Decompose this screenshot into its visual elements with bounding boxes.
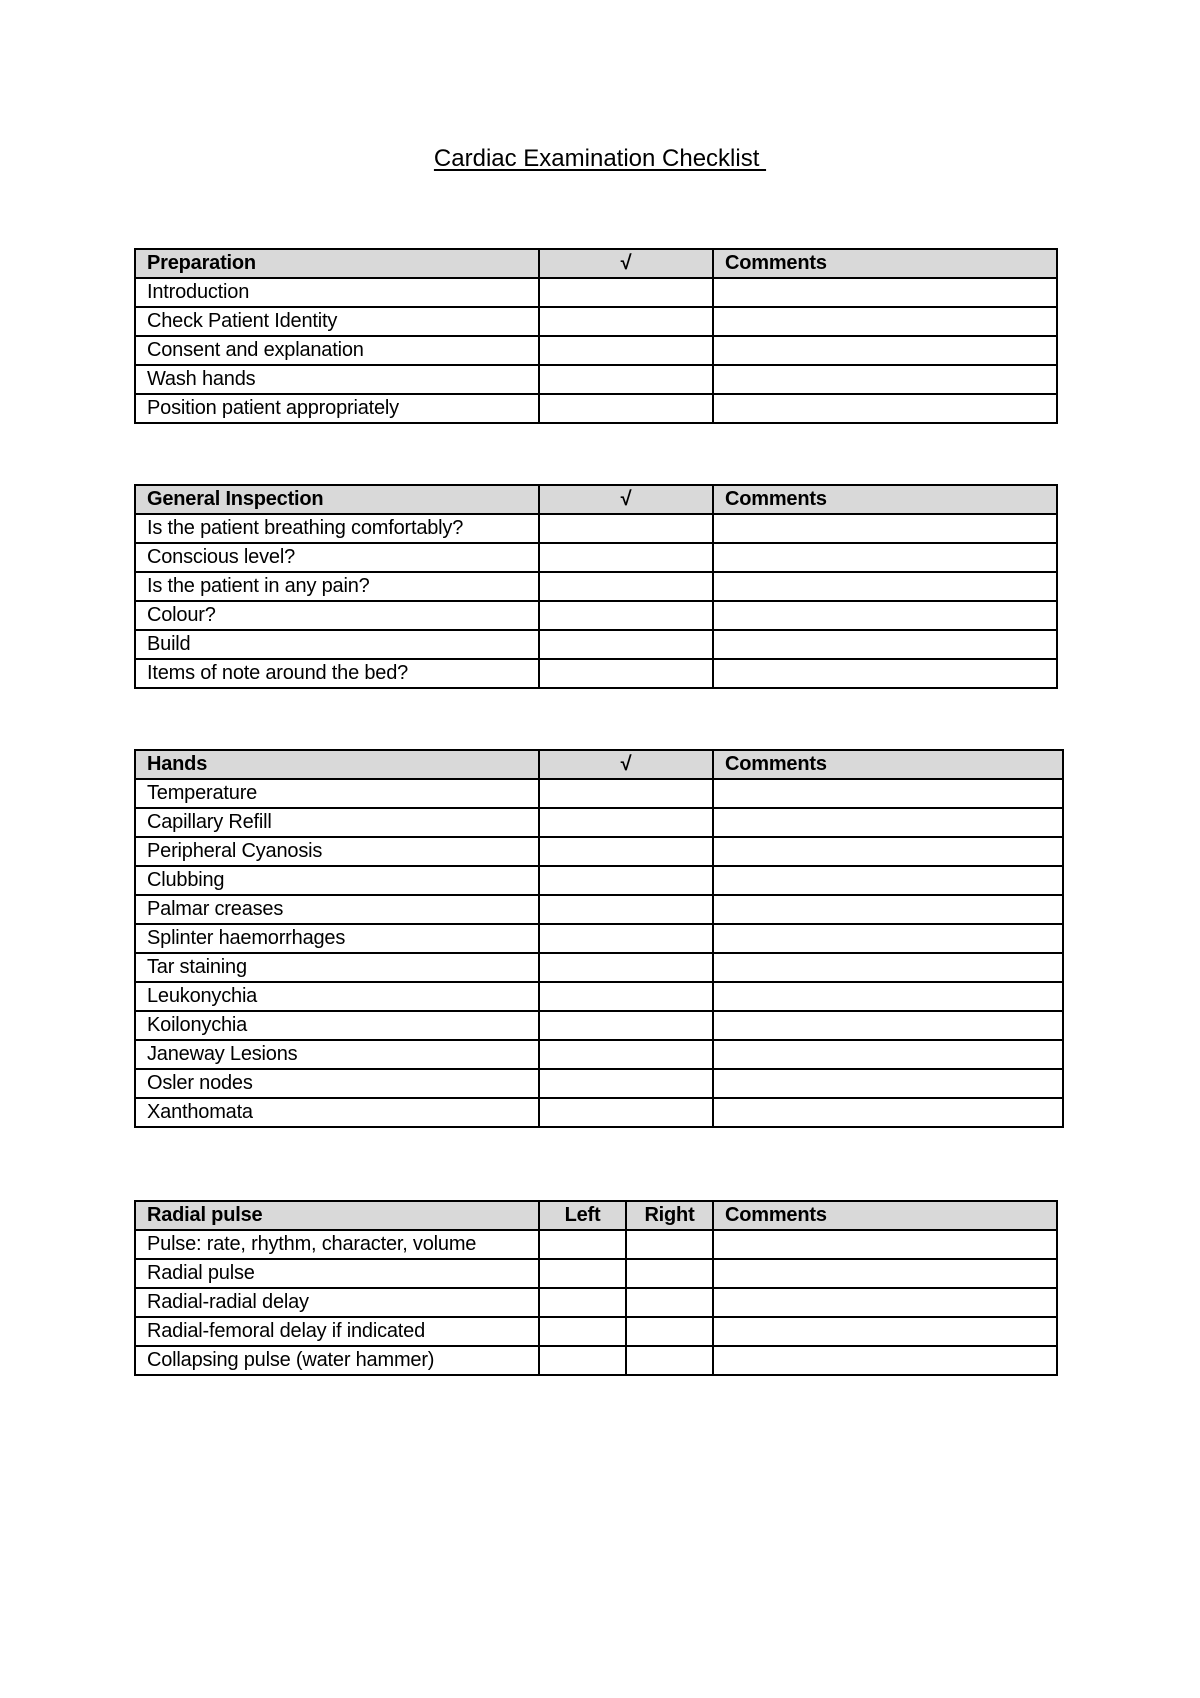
tick-cell[interactable] xyxy=(539,307,713,336)
tick-cell[interactable] xyxy=(539,924,713,953)
left-cell[interactable] xyxy=(539,1346,626,1375)
comments-column-header: Comments xyxy=(713,249,1057,278)
comment-cell[interactable] xyxy=(713,394,1057,423)
item-label: Pulse: rate, rhythm, character, volume xyxy=(135,1230,539,1259)
comments-column-header: Comments xyxy=(713,750,1063,779)
tick-cell[interactable] xyxy=(539,630,713,659)
tick-cell[interactable] xyxy=(539,1040,713,1069)
tick-cell[interactable] xyxy=(539,837,713,866)
comment-cell[interactable] xyxy=(713,1346,1057,1375)
table-row xyxy=(135,543,1057,572)
tick-cell[interactable] xyxy=(539,1069,713,1098)
tick-cell[interactable] xyxy=(539,543,713,572)
comment-cell[interactable] xyxy=(713,1230,1057,1259)
tick-cell[interactable] xyxy=(539,808,713,837)
tick-cell[interactable] xyxy=(539,659,713,688)
table-row xyxy=(135,1069,1063,1098)
item-label: Position patient appropriately xyxy=(135,394,539,423)
comment-cell[interactable] xyxy=(713,543,1057,572)
tick-cell[interactable] xyxy=(539,394,713,423)
right-cell[interactable] xyxy=(626,1317,713,1346)
left-cell[interactable] xyxy=(539,1230,626,1259)
left-cell[interactable] xyxy=(539,1259,626,1288)
table-row xyxy=(135,1040,1063,1069)
tick-cell[interactable] xyxy=(539,278,713,307)
table-row xyxy=(135,1230,1057,1259)
comment-cell[interactable] xyxy=(713,1040,1063,1069)
table-row xyxy=(135,837,1063,866)
item-label: Clubbing xyxy=(135,866,539,895)
comment-cell[interactable] xyxy=(713,866,1063,895)
table-row xyxy=(135,866,1063,895)
comments-column-header: Comments xyxy=(713,1201,1057,1230)
table-header-row xyxy=(135,485,1057,514)
tick-column-header: √ xyxy=(539,485,713,514)
table-row xyxy=(135,1346,1057,1375)
item-label: Splinter haemorrhages xyxy=(135,924,539,953)
comment-cell[interactable] xyxy=(713,895,1063,924)
comment-cell[interactable] xyxy=(713,307,1057,336)
table-row xyxy=(135,1098,1063,1127)
item-label: Janeway Lesions xyxy=(135,1040,539,1069)
table-header-row xyxy=(135,1201,1057,1230)
comment-cell[interactable] xyxy=(713,1288,1057,1317)
radial-pulse-table xyxy=(134,1200,1058,1376)
item-label: Palmar creases xyxy=(135,895,539,924)
comment-cell[interactable] xyxy=(713,659,1057,688)
comment-cell[interactable] xyxy=(713,572,1057,601)
item-label: Radial pulse xyxy=(135,1259,539,1288)
section-heading: Preparation xyxy=(135,249,539,278)
right-column-header: Right xyxy=(626,1201,713,1230)
comment-cell[interactable] xyxy=(713,1011,1063,1040)
general-inspection-table xyxy=(134,484,1058,689)
table-row xyxy=(135,924,1063,953)
item-label: Is the patient breathing comfortably? xyxy=(135,514,539,543)
item-label: Build xyxy=(135,630,539,659)
right-cell[interactable] xyxy=(626,1259,713,1288)
comment-cell[interactable] xyxy=(713,336,1057,365)
item-label: Items of note around the bed? xyxy=(135,659,539,688)
table-row xyxy=(135,278,1057,307)
left-cell[interactable] xyxy=(539,1288,626,1317)
table-row xyxy=(135,307,1057,336)
left-cell[interactable] xyxy=(539,1317,626,1346)
section-heading: General Inspection xyxy=(135,485,539,514)
table-row xyxy=(135,1259,1057,1288)
tick-cell[interactable] xyxy=(539,1011,713,1040)
item-label: Consent and explanation xyxy=(135,336,539,365)
comment-cell[interactable] xyxy=(713,1069,1063,1098)
tick-cell[interactable] xyxy=(539,953,713,982)
table-row xyxy=(135,779,1063,808)
section-heading: Hands xyxy=(135,750,539,779)
right-cell[interactable] xyxy=(626,1288,713,1317)
left-column-header: Left xyxy=(539,1201,626,1230)
tick-cell[interactable] xyxy=(539,982,713,1011)
item-label: Radial-femoral delay if indicated xyxy=(135,1317,539,1346)
table-row xyxy=(135,394,1057,423)
tick-column-header: √ xyxy=(539,750,713,779)
item-label: Wash hands xyxy=(135,365,539,394)
comment-cell[interactable] xyxy=(713,278,1057,307)
item-label: Capillary Refill xyxy=(135,808,539,837)
comment-cell[interactable] xyxy=(713,808,1063,837)
item-label: Check Patient Identity xyxy=(135,307,539,336)
tick-cell[interactable] xyxy=(539,336,713,365)
table-row xyxy=(135,1317,1057,1346)
tick-cell[interactable] xyxy=(539,779,713,808)
right-cell[interactable] xyxy=(626,1346,713,1375)
item-label: Osler nodes xyxy=(135,1069,539,1098)
item-label: Xanthomata xyxy=(135,1098,539,1127)
comment-cell[interactable] xyxy=(713,982,1063,1011)
item-label: Is the patient in any pain? xyxy=(135,572,539,601)
table-row xyxy=(135,982,1063,1011)
tick-column-header: √ xyxy=(539,249,713,278)
item-label: Colour? xyxy=(135,601,539,630)
item-label: Temperature xyxy=(135,779,539,808)
table-row xyxy=(135,808,1063,837)
item-label: Conscious level? xyxy=(135,543,539,572)
table-row xyxy=(135,601,1057,630)
table-row xyxy=(135,336,1057,365)
tick-cell[interactable] xyxy=(539,572,713,601)
item-label: Leukonychia xyxy=(135,982,539,1011)
table-row xyxy=(135,630,1057,659)
tick-cell[interactable] xyxy=(539,895,713,924)
table-row xyxy=(135,895,1063,924)
table-row xyxy=(135,1288,1057,1317)
preparation-table xyxy=(134,248,1058,424)
comment-cell[interactable] xyxy=(713,1098,1063,1127)
table-row xyxy=(135,659,1057,688)
comments-column-header: Comments xyxy=(713,485,1057,514)
comment-cell[interactable] xyxy=(713,630,1057,659)
table-row xyxy=(135,953,1063,982)
tick-cell[interactable] xyxy=(539,866,713,895)
comment-cell[interactable] xyxy=(713,953,1063,982)
right-cell[interactable] xyxy=(626,1230,713,1259)
comment-cell[interactable] xyxy=(713,601,1057,630)
table-row xyxy=(135,1011,1063,1040)
tick-cell[interactable] xyxy=(539,1098,713,1127)
table-header-row xyxy=(135,249,1057,278)
table-row xyxy=(135,365,1057,394)
comment-cell[interactable] xyxy=(713,837,1063,866)
hands-table xyxy=(134,749,1064,1128)
tick-cell[interactable] xyxy=(539,365,713,394)
item-label: Koilonychia xyxy=(135,1011,539,1040)
item-label: Introduction xyxy=(135,278,539,307)
table-header-row xyxy=(135,750,1063,779)
item-label: Radial-radial delay xyxy=(135,1288,539,1317)
comment-cell[interactable] xyxy=(713,514,1057,543)
comment-cell[interactable] xyxy=(713,1259,1057,1288)
item-label: Tar staining xyxy=(135,953,539,982)
comment-cell[interactable] xyxy=(713,365,1057,394)
item-label: Peripheral Cyanosis xyxy=(135,837,539,866)
table-row xyxy=(135,572,1057,601)
comment-cell[interactable] xyxy=(713,924,1063,953)
tick-cell[interactable] xyxy=(539,514,713,543)
item-label: Collapsing pulse (water hammer) xyxy=(135,1346,539,1375)
comment-cell[interactable] xyxy=(713,1317,1057,1346)
table-row xyxy=(135,514,1057,543)
section-heading: Radial pulse xyxy=(135,1201,539,1230)
comment-cell[interactable] xyxy=(713,779,1063,808)
tick-cell[interactable] xyxy=(539,601,713,630)
page-title: Cardiac Examination Checklist xyxy=(433,145,767,172)
